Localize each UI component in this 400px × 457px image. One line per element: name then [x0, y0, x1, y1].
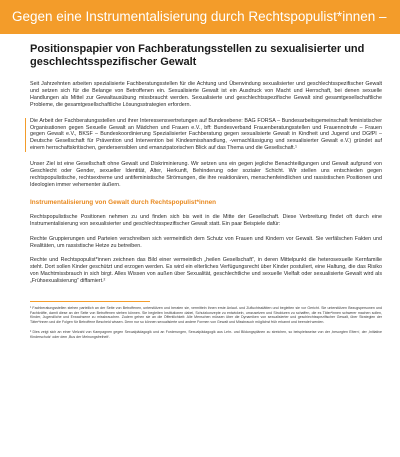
page-title: Positionspapier von Fachberatungsstellen zu sexualisierter und geschlechtsspezifischer Gewalt — [30, 43, 365, 68]
document-body — [0, 43, 400, 339]
paragraph-example-1: Rechte Gruppierungen und Parteien verschreiben sich vermeintlich dem Schutz von Frauen und Kindern vor Gewalt. Sie verfälschen Fakten und Realitäten, um rassistische Hetze zu betreiben. — [30, 235, 382, 249]
banner — [0, 0, 400, 34]
paragraph-example-2: Rechte und Rechtspopulist*innen zeichnen das Bild einer vermeintlich „heilen Gesellschaft“, in deren Mittelpunkt die heterosexuelle Kernfamilie steht. Dort sollen Kinder geschützt und erzogen werden. Es wird ein elterliches Verfügungsrecht über Kinder postuliert, eine Haltung, die das Risiko von Machtmissbrauch in sich birgt. Alles Wissen von außen über Sexualität, geschlechtliche und sexuelle Vielfalt oder sexualisierte Gewalt wird als „Frühsexualisierung“ diffamiert.² — [30, 257, 382, 285]
paragraph-spread: Rechtspopulistische Positionen nehmen zu und finden sich bis weit in die Mitte der Gesellschaft. Diese Verbreitung findet oft durch eine Instrumentalisierung von sexualisierter und geschlechtsspezifischer Gewalt statt. Ein paar Beispiele dafür: — [30, 213, 382, 227]
paragraph-intro: Seit Jahrzehnten arbeiten spezialisierte Fachberatungsstellen für die Achtung und Überwindung sexualisierter und geschlechtsspezifischer Gewalt und setzen sich für die Belange von Betroffenen ein. Sexualisierte Gewalt ist ein Ausdruck von Macht und Herrschaft, bei denen sexuelle Handlungen als Mittel zur Gewaltausübung missbraucht werden. Sexualisierte und geschlechtsspezifische Gewalt sind gesamtgesellschaftliche Probleme, die gesamtgesellschaftliche Lösungsstrategien erfordern. — [30, 81, 382, 108]
banner-text: Gegen eine Instrumentalisierung durch Rechtspopulist*innen – — [12, 9, 387, 24]
footnote-2: ² Dies zeigt sich an einer Vielzahl von Kampagnen gegen Sexualpädagogik und an Forderungen, Sexualpädagogik aus Lehr- und Bildungsplänen zu streichen, so beispielsweise von der ‚besorgten Eltern‘, der ‚Initiative Kinderschutz‘ oder dem ‚Bus der Meinungsfreiheit‘. — [30, 329, 382, 339]
footnote-divider — [30, 301, 150, 302]
footnote-1: ¹ Fachberatungsstellen stehen parteilich an der Seite von Betroffenen, unterstützen und beraten sie, vermitteln ihnen erste Anlauf- und Zufluchtsstätten und begleiten sie vor Gericht. Sie unterstützen Bezugspersonen und Fachkräfte, damit diese an der Seite von Betroffenen stehen können. Sie begleiten Institutionen dabei, Schutzkonzepte zu entwickeln, umzusetzen und Strukturen zu schaffen, die es Täter*innen schwerer machen sollen, Kinder, Jugendliche und Erwachsene zu missbrauchen. Zudem gehen sie an die Öffentlichkeit: Alle Menschen müssen über die Dynamiken von sexualisierter und geschlechtsspezifischer Gewalt, über Strategien der Täter*innen und die Folgen für Betroffene Bescheid wissen. Denn nur so können sexualisierte und andere Formen von Gewalt und Missbrauch möglichst früh erkannt und beendet werden. — [30, 306, 382, 325]
section-heading: Instrumentalisierung von Gewalt durch Rechtspopulist*innen — [30, 198, 217, 206]
paragraph-organisations: Die Arbeit der Fachberatungsstellen und ihrer Interessensvertretungen auf Bundesebene: BAG FORSA – Bundesarbeitsgemeinschaft feministischer Organisationen gegen Sexuelle Gewalt an Mädchen und Frauen e.V., bff: Bundesverband Frauenberatungsstellen und Frauennotrufe – Frauen gegen Gewalt e.V., BKSF – Bundeskoordinierung Spezialisierter Fachberatung gegen sexualisierte Gewalt in Kindheit und Jugend und DGfPI – Deutsche Gesellschaft für Prävention und Intervention bei Kindesmisshandlung, -vernachlässigung und sexualisierter Gewalt e.V.) gründet auf einem herrschaftskritischen, gendersensiblen und emanzipatorischen Blick auf das Thema und die Gesellschaft.¹ — [25, 118, 382, 153]
paragraph-goal: Unser Ziel ist eine Gesellschaft ohne Gewalt und Diskriminierung. Wir setzen uns ein gegen jegliche Benachteiligungen und Gewalt aufgrund von Geschlecht oder Gender, sexueller Identität, Alter, Herkunft, Behinderung oder sozialer Schicht. Wir stellen uns entschieden gegen rechtspopulistische, rechtsextreme und antifeministische Strömungen, die ihre reaktionären, menschenfeindlichen und rassistischen Positionen und Ideologien immer vehementer äußern. — [30, 161, 382, 188]
